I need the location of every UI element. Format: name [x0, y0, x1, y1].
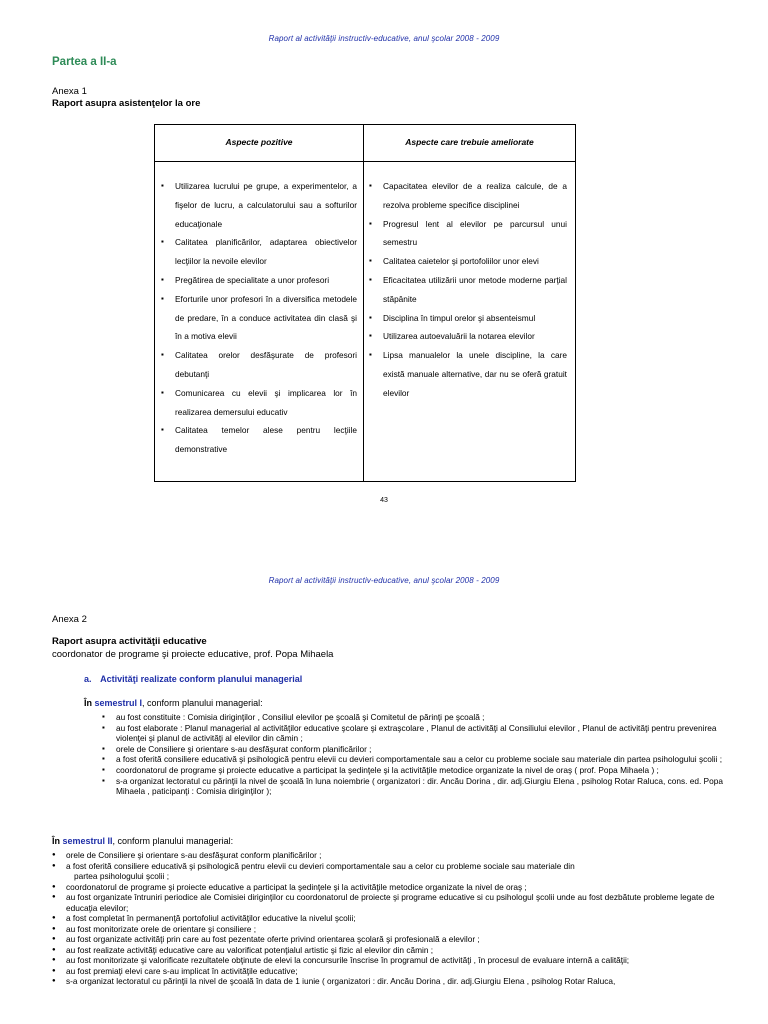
- list-item: ● au fost realizate activităţi educative care au valorificat potenţialul artistic şi fizic al elevilor din cămin ;: [52, 945, 732, 956]
- annex-label: Anexa 1: [52, 86, 87, 97]
- list-item: ● a fost completat în permanenţă portofoliul activităţilor educative la nivelul şcolii;: [52, 913, 732, 924]
- list-item: ▪ Capacitatea elevilor de a realiza calcule, de a rezolva probleme specifice disciplinei: [369, 177, 567, 215]
- list-item: ● au fost monitorizate orele de orientare şi consiliere ;: [52, 924, 732, 935]
- list-item: ▪ au fost constituite : Comisia diriginţilor , Consiliul elevilor pe şcoală şi Comitetul de părinţi pe şcoală ;: [102, 712, 724, 723]
- semester-label: semestrul II: [62, 836, 113, 846]
- list-item: ▪ Pregătirea de specialitate a unor profesori: [161, 271, 357, 290]
- semester-rest: , conform planului managerial:: [142, 698, 263, 708]
- list-item: ▪ a fost oferită consiliere educativă şi psihologică pentru elevii cu devieri comportamentale sau a celor cu probleme sociale sau materiale din partea psihologului şcolii ;: [102, 754, 724, 765]
- list-item: ▪ Eficacitatea utilizării unor metode moderne parţial stăpânite: [369, 271, 567, 309]
- table-header-positive: Aspecte pozitive: [225, 137, 293, 147]
- list-item: ● s-a organizat lectoratul cu părinţii la nivel de şcoală în data de 1 iunie ( organizatori : dir. Ancău Dorina , dir. adj.Giurgiu Elena , psiholog Rotar Raluca,: [52, 976, 732, 987]
- list-item-continuation: partea psihologului şcolii ;: [74, 871, 170, 881]
- annex-title: Raport asupra activităţii educative: [52, 636, 207, 647]
- section-heading: [84, 674, 302, 684]
- list-item: ▪ Utilizarea autoevaluării la notarea elevilor: [369, 327, 567, 346]
- list-item: ● orele de Consiliere şi orientare s-au desfăşurat conform planificărilor ;: [52, 850, 732, 861]
- list-item: ● au fost premiaţi elevi care s-au implicat în activităţile educative;: [52, 966, 732, 977]
- list-item: ▪ Comunicarea cu elevii şi implicarea lor în realizarea demersului educativ: [161, 384, 357, 422]
- list-item: ▪ Lipsa manualelor la unele discipline, la care există manuale alternative, dar nu se oferă gratuit elevilor: [369, 346, 567, 402]
- list-item: ▪ Eforturile unor profesori în a diversifica metodele de predare, în a conduce activitatea din clasă şi în a motiva elevii: [161, 290, 357, 346]
- section-title: Activităţi realizate conform planului managerial: [100, 674, 303, 684]
- assessment-table: [154, 124, 576, 482]
- semester-heading: [52, 836, 233, 846]
- list-item: ▪ coordonatorul de programe şi proiecte educative a participat la şedinţele şi la activităţile metodice organizate la nivel de oraş ( prof. Popa Mihaela ) ;: [102, 765, 724, 776]
- list-item: ▪ Calitatea caietelor şi portofoliilor unor elevi: [369, 252, 567, 271]
- table-column-divider: [363, 125, 364, 481]
- semester2-list: [52, 850, 732, 987]
- list-item: ▪ Calitatea temelor alese pentru lecţiile demonstrative: [161, 421, 357, 459]
- list-item: ▪ Calitatea orelor desfăşurate de profesori debutanţi: [161, 346, 357, 384]
- running-header: Raport al activităţii instructiv-educative, anul şcolar 2008 - 2009: [268, 576, 500, 585]
- page-number: 43: [380, 497, 388, 504]
- list-item: ▪ Progresul lent al elevilor pe parcursul unui semestru: [369, 215, 567, 253]
- semester-rest: , conform planului managerial:: [112, 836, 234, 846]
- improvement-aspects-list: [369, 177, 567, 403]
- list-item: ● au fost organizate activităţi prin care au fost pezentate oferte privind orientarea şcolară şi profesională a elevilor ;: [52, 934, 732, 945]
- annex-subtitle: coordonator de programe şi proiecte educative, prof. Popa Mihaela: [52, 649, 334, 660]
- table-header-improve: Aspecte care trebuie ameliorate: [405, 137, 534, 147]
- semester1-list: [102, 712, 724, 797]
- section-number: a.: [84, 674, 92, 684]
- list-item: ▪ orele de Consiliere şi orientare s-au desfăşurat conform planificărilor ;: [102, 744, 724, 755]
- list-item: ● coordonatorul de programe şi proiecte educative a participat la şedinţele şi la activităţile metodice organizate la nivel de oraş ;: [52, 882, 732, 893]
- semester-prefix: În: [52, 836, 60, 846]
- list-item: ▪ Utilizarea lucrului pe grupe, a experimentelor, a fişelor de lucru, a calculatorului sau a softurilor educaţionale: [161, 177, 357, 233]
- positive-aspects-list: [161, 177, 357, 459]
- semester-prefix: În: [84, 698, 92, 708]
- annex-title: Raport asupra asistenţelor la ore: [52, 98, 201, 109]
- semester-heading: [84, 698, 263, 708]
- list-item: ▪ au fost elaborate : Planul managerial al activităţilor educative şcolare şi extraşcolare , Planul de activităţi al Consiliului elevilor , Planul de activităţi pentru prevenirea violenţei şi planul de activităţi al elevilor din cămin ;: [102, 723, 724, 744]
- list-item: ▪ s-a organizat lectoratul cu părinţii la nivel de şcoală în luna noiembrie ( organizatori : dir. Ancău Dorina , dir. adj.Giurgiu Elena , psiholog Rotar Raluca, cons. ed. Popa Mihaela , paticipanţi : Comisia diriginţilor );: [102, 776, 724, 797]
- list-item: ● au fost organizate întruniri periodice ale Comisiei diriginţilor cu coordonatorul de proiecte şi programe educative si cu psihologul şcolii unde au fost dezbătute probleme legate de educaţia elevilor;: [52, 892, 732, 913]
- list-item: ● au fost monitorizate şi valorificate rezultatele obţinute de elevi la concursurile înscrise în programul de activităţi , în procesul de evaluare internă a calităţii;: [52, 955, 732, 966]
- part-title: Partea a II-a: [52, 56, 117, 68]
- running-header: Raport al activităţii instructiv-educative, anul şcolar 2008 - 2009: [268, 34, 500, 43]
- table-header-row: [155, 125, 575, 162]
- annex-label: Anexa 2: [52, 614, 87, 625]
- list-item: ● a fost oferită consiliere educativă şi psihologică pentru elevii cu devieri comportamentale sau a celor cu probleme sociale sau materiale din: [52, 861, 732, 872]
- list-item: ▪ Disciplina în timpul orelor şi absenteismul: [369, 309, 567, 328]
- list-item: ▪ Calitatea planificărilor, adaptarea obiectivelor lecţiilor la nevoile elevilor: [161, 233, 357, 271]
- semester-label: semestrul I: [94, 698, 143, 708]
